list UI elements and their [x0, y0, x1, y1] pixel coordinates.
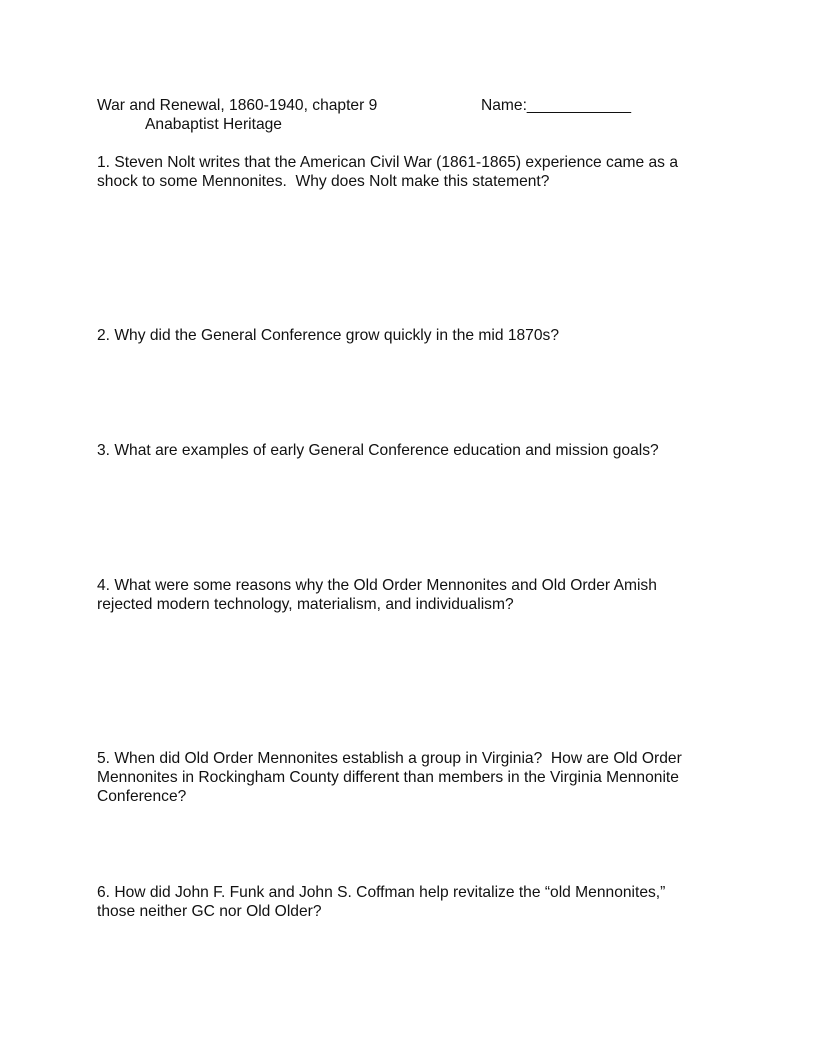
question-4-line-2: rejected modern technology, materialism, and individualism?: [97, 596, 514, 613]
question-2: [97, 326, 717, 345]
name-field-label: Name:____________: [481, 97, 631, 114]
course-subtitle: Anabaptist Heritage: [145, 116, 282, 133]
question-1: [97, 153, 717, 191]
question-5-line-2: Mennonites in Rockingham County different than members in the Virginia Mennonite: [97, 769, 679, 786]
question-3: [97, 441, 717, 460]
question-3-line-1: 3. What are examples of early General Conference education and mission goals?: [97, 442, 659, 459]
question-6: [97, 883, 717, 921]
worksheet-title: War and Renewal, 1860-1940, chapter 9: [97, 97, 378, 114]
question-5: [97, 749, 717, 806]
question-1-line-1: 1. Steven Nolt writes that the American Civil War (1861-1865) experience came as a: [97, 154, 678, 171]
question-2-line-1: 2. Why did the General Conference grow quickly in the mid 1870s?: [97, 327, 559, 344]
question-4-line-1: 4. What were some reasons why the Old Order Mennonites and Old Order Amish: [97, 577, 657, 594]
question-6-line-1: 6. How did John F. Funk and John S. Coffman help revitalize the “old Mennonites,”: [97, 884, 666, 901]
question-1-line-2: shock to some Mennonites. Why does Nolt make this statement?: [97, 173, 550, 190]
question-5-line-3: Conference?: [97, 788, 187, 805]
question-6-line-2: those neither GC nor Old Older?: [97, 903, 322, 920]
question-5-line-1: 5. When did Old Order Mennonites establish a group in Virginia? How are Old Order: [97, 750, 682, 767]
question-4: [97, 576, 717, 614]
